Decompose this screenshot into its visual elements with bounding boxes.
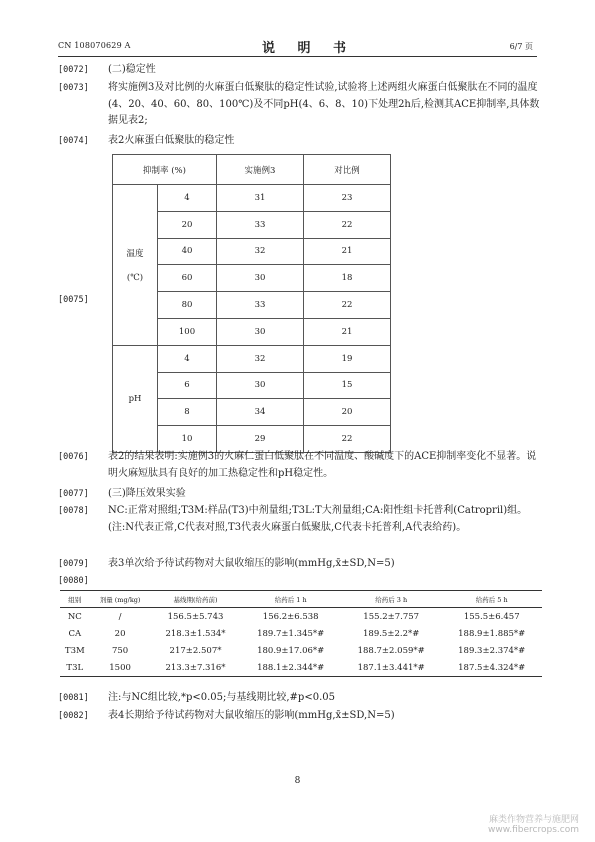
table-cell: / [118, 611, 122, 622]
table-cell: 34 [217, 399, 304, 426]
table-cell: 1500 [90, 659, 151, 677]
table-cell: 22 [304, 292, 391, 319]
watermark-site-name: 麻类作物营养与施肥网 [488, 815, 579, 825]
table-header-cell: 剂量 (mg/kg) [90, 591, 151, 608]
page-of-indicator: 6/7 页 [509, 42, 533, 51]
paragraph-text: (二)稳定性 [108, 64, 156, 75]
table-row [60, 608, 542, 626]
table-cell: CA [68, 628, 82, 639]
table-header-cell: 抑制率 (%) [113, 155, 217, 185]
table-cell: 213.3±7.316* [151, 659, 241, 677]
table-cell: NC [67, 611, 82, 622]
watermark-url: www.fibercrops.com [488, 825, 579, 835]
table-cell: 33 [217, 211, 304, 238]
table-cell: 40 [158, 238, 217, 265]
table-cell: 217±2.507* [169, 645, 222, 656]
table-cell: 189.5±2.2*# [363, 628, 420, 639]
paragraph-0082 [58, 708, 540, 725]
header-divider [58, 56, 537, 57]
table-cell: 33 [217, 292, 304, 319]
table-cell: 4 [158, 185, 217, 212]
table-cell: 19 [304, 345, 391, 372]
table-cell: 21 [304, 238, 391, 265]
table-header-cell: 对比例 [304, 155, 391, 185]
paragraph-0072 [58, 62, 540, 79]
table-row [60, 625, 542, 642]
paragraph-0073 [58, 80, 540, 130]
paragraph-text: (三)降压效果实验 [108, 488, 186, 499]
paragraph-tag: [0081] [58, 693, 89, 703]
table-cell: 750 [111, 645, 129, 656]
table-cell: 156.5±5.743 [167, 611, 224, 622]
table-cell: 8 [158, 399, 217, 426]
paragraph-text: 表2的结果表明:实施例3的火麻仁蛋白低聚肽在不同温度、酸碱度下的ACE抑制率变化不显著。说明火麻短肽具有良好的加工热稳定性和pH稳定性。 [108, 451, 537, 479]
table-header-cell: 给药后 3 h [341, 591, 442, 608]
table-cell: 29 [217, 426, 304, 453]
table-cell: 23 [304, 185, 391, 212]
paragraph-0077 [58, 486, 540, 503]
table-cell: 18 [304, 265, 391, 292]
table-cell: 155.2±7.757 [363, 611, 420, 622]
table-cell: 30 [217, 265, 304, 292]
paragraph-0076 [58, 449, 540, 482]
table-row [60, 642, 542, 659]
paragraph-0081 [58, 690, 540, 707]
table4-caption: 表4长期给予待试药物对大鼠收缩压的影响(mmHg,x̄±SD,N=5) [108, 710, 395, 721]
table-row [113, 185, 391, 212]
table-cell: 20 [114, 628, 126, 639]
table-cell: 20 [304, 399, 391, 426]
table-cell: T3M [64, 645, 85, 656]
table-cell: 32 [217, 238, 304, 265]
table-row [113, 345, 391, 372]
table-cell: 30 [217, 318, 304, 345]
table2-caption: 表2火麻蛋白低聚肽的稳定性 [108, 135, 235, 146]
paragraph-tag: [0078] [58, 506, 89, 516]
table-header-cell: 给药后 1 h [240, 591, 341, 608]
temperature-unit-label: (℃) [126, 272, 144, 283]
ph-group-cell: pH [113, 345, 158, 452]
stability-table [112, 154, 391, 453]
table-cell: 187.5±4.324*# [441, 659, 542, 677]
table-cell: 20 [158, 211, 217, 238]
blood-pressure-table [60, 590, 542, 677]
table-cell: 189.7±1.345*# [257, 628, 325, 639]
temperature-group-label: 温度 [126, 248, 144, 259]
table-cell: 180.9±17.06*# [257, 645, 325, 656]
paragraph-text: 将实施例3及对比例的火麻蛋白低聚肽的稳定性试验,试验将上述两组火麻蛋白低聚肽在不同的温度(4、20、40、60、80、100℃)及不同pH(4、6、8、10)下处理2h后,检测其ACE抑制率,具体数据见表2; [108, 82, 540, 126]
paragraph-tag: [0072] [58, 65, 89, 75]
paragraph-tag: [0080] [58, 576, 89, 586]
paragraph-0079 [58, 556, 540, 573]
table-cell: 188.1±2.344*# [240, 659, 341, 677]
table-header-row [113, 155, 391, 185]
table-cell: 189.3±2.374*# [458, 645, 526, 656]
table-cell: 155.5±6.457 [463, 611, 520, 622]
table-cell: 60 [158, 265, 217, 292]
table-header-cell: 基线期(给药前) [151, 591, 241, 608]
table-cell: 15 [304, 372, 391, 399]
table-cell: 80 [158, 292, 217, 319]
table-cell: 10 [158, 426, 217, 453]
paragraph-tag: [0079] [58, 559, 89, 569]
paragraph-tag: [0074] [58, 136, 89, 146]
table-cell: 187.1±3.441*# [341, 659, 442, 677]
table-cell: 31 [217, 185, 304, 212]
table-header-cell: 实施例3 [217, 155, 304, 185]
table-cell: 188.9±1.885*# [458, 628, 526, 639]
table-cell: 156.2±6.538 [262, 611, 319, 622]
paragraph-tag: [0073] [58, 83, 89, 93]
table-header-cell: 组别 [60, 591, 90, 608]
table-row [60, 659, 542, 677]
paragraph-tag: [0076] [58, 452, 89, 462]
paragraph-tag: [0077] [58, 489, 89, 499]
table-cell: 21 [304, 318, 391, 345]
table-cell: 4 [158, 345, 217, 372]
table-cell: 32 [217, 345, 304, 372]
temperature-group-cell [113, 185, 158, 346]
table-cell: 188.7±2.059*# [357, 645, 425, 656]
table-cell: 30 [217, 372, 304, 399]
table-header-cell: 给药后 5 h [441, 591, 542, 608]
table3-caption: 表3单次给予待试药物对大鼠收缩压的影响(mmHg,x̄±SD,N=5) [108, 558, 395, 569]
paragraph-tag: [0075] [58, 295, 89, 305]
paragraph-0078 [58, 503, 540, 536]
table-cell: T3L [60, 659, 90, 677]
page-number: 8 [294, 776, 301, 786]
table-cell: 100 [158, 318, 217, 345]
paragraph-tag: [0082] [58, 711, 89, 721]
table-cell: 22 [304, 426, 391, 453]
document-title: 说 明 书 [262, 41, 356, 56]
patent-number: CN 108070629 A [58, 41, 131, 50]
table-cell: 6 [158, 372, 217, 399]
table-cell: 218.3±1.534* [165, 628, 226, 639]
table3-note: 注:与NC组比较,*p<0.05;与基线期比较,#p<0.05 [108, 692, 335, 703]
table-cell: 22 [304, 211, 391, 238]
paragraph-text: NC:正常对照组;T3M:样品(T3)中剂量组;T3L:T大剂量组;CA:阳性组卡托普利(Catropril)组。(注:N代表正常,C代表对照,T3代表火麻蛋白低聚肽,C代表卡托普利,A代表给药)。 [108, 505, 528, 533]
paragraph-0074 [58, 133, 540, 150]
table-header-row [60, 591, 542, 608]
